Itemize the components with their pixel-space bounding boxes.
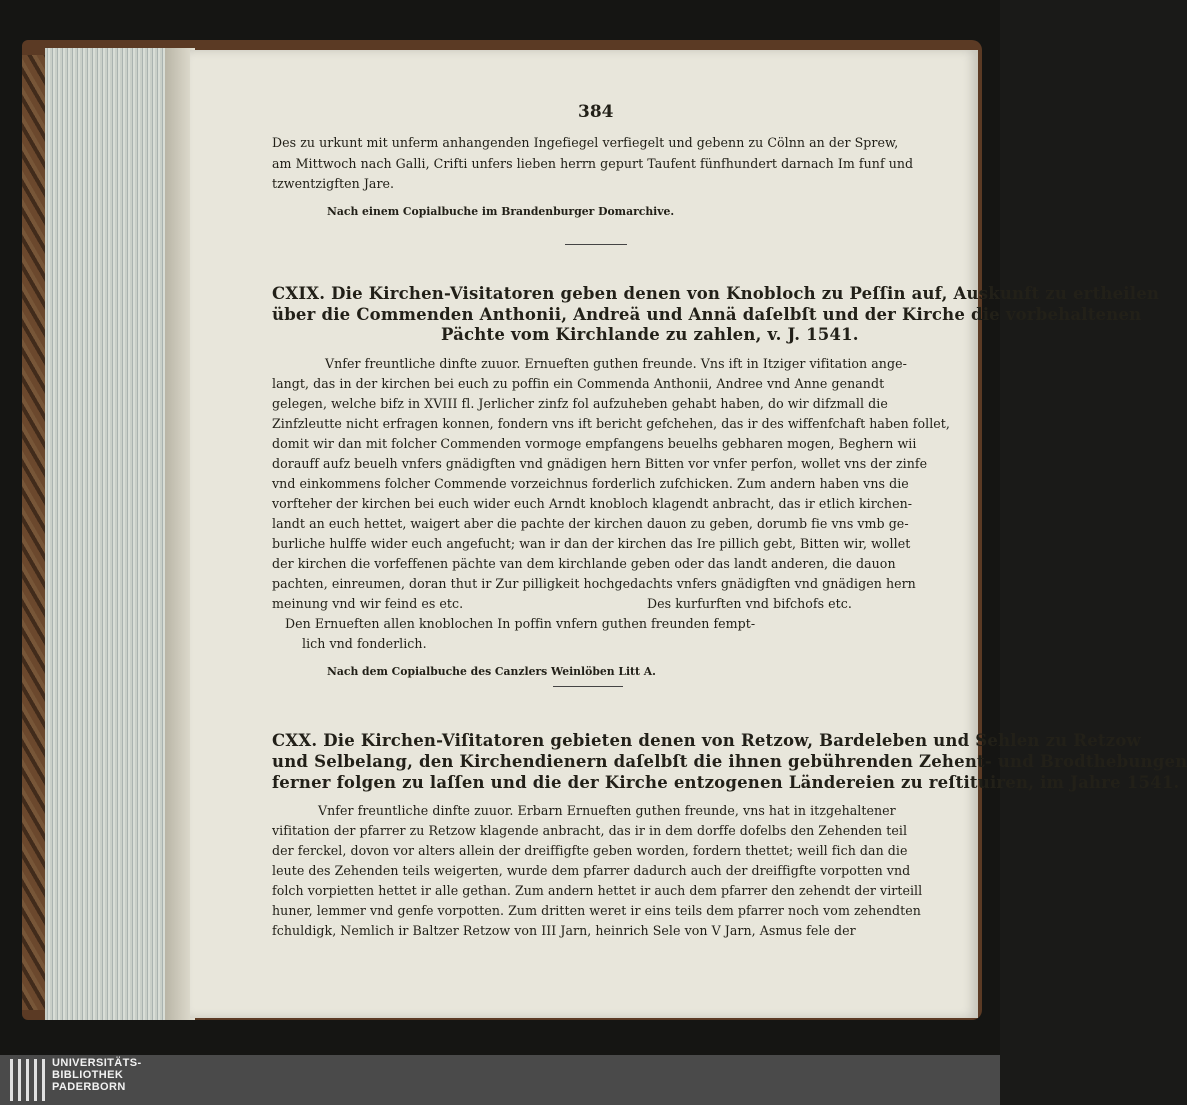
library-footer — [0, 1055, 1000, 1105]
top-paragraph-line: am Mittwoch nach Galli, Crifti unfers lieben herrn gepurt Taufent fünfhundert darnach Im funf und — [272, 156, 914, 171]
body-line: vifitation der pfarrer zu Retzow klagende anbracht, das ir in dem dorffe dofelbs den Zehenden teil — [272, 823, 908, 838]
page-number: 384 — [578, 102, 614, 122]
body-line: burliche hulffe wider euch angefucht; wan ir dan der kirchen das Ire pillich gebt, Bitten wir, wollet — [272, 536, 911, 551]
top-paragraph-line: tzwentzigften Jare. — [272, 176, 395, 191]
source-note: Nach dem Copialbuche des Canzlers Weinlöben Litt A. — [327, 665, 656, 678]
section-heading-line: Pächte vom Kirchlande zu zahlen, v. J. 1541. — [441, 325, 859, 344]
body-line: dorauff aufz beuelh vnfers gnädigften vnd gnädigen hern Bitten vor vnfer perfon, wollet vns der zinfe — [272, 456, 928, 471]
library-logo-text: PADERBORN — [52, 1081, 126, 1093]
section-heading-line: und Selbelang, den Kirchendienern daſelbſt die ihnen gebührenden Zehent- und Brodthebungen — [272, 752, 1187, 771]
section-heading-line: über die Commenden Anthonii, Andreä und Annä daſelbſt und der Kirche die vorbehaltenen — [272, 305, 1142, 324]
library-logo-text: BIBLIOTHEK — [52, 1069, 124, 1081]
page-edges — [45, 48, 170, 1020]
body-line: vnd einkommens folcher Commende vorzeichnus forderlich zufchicken. Zum andern haben vns die — [272, 476, 909, 491]
body-line: folch vorpietten hettet ir alle gethan. Zum andern hettet ir auch dem pfarrer den zehendt der virteill — [272, 883, 923, 898]
address-line: lich vnd fonderlich. — [302, 636, 427, 651]
body-line: meinung vnd wir feind es etc. — [272, 596, 464, 611]
section-heading-line: CXIX. Die Kirchen-Visitatoren geben denen von Knobloch zu Peſſin auf, Auskunft zu ertheilen — [272, 284, 1160, 303]
body-line: der ferckel, dovon vor alters allein der dreiffigfte geben worden, fordern thettet; weill fich dan die — [272, 843, 908, 858]
body-line: gelegen, welche bifz in XVIII fl. Jerlicher zinfz fol aufzuheben gehabt haben, do wir difzmall die — [272, 396, 888, 411]
signature-line: Des kurfurften vnd bifchofs etc. — [647, 596, 852, 611]
body-line: langt, das in der kirchen bei euch zu poffin ein Commenda Anthonii, Andree vnd Anne genandt — [272, 376, 885, 391]
body-line: der kirchen die vorfeffenen pächte van dem kirchlande geben oder das landt anderen, die dauon — [272, 556, 896, 571]
body-line: Vnfer freuntliche dinfte zuuor. Erbarn Ernueften guthen freunde, vns hat in itzgehaltener — [318, 803, 896, 818]
body-line: Zinfzleutte nicht erfragen konnen, fondern vns ift bericht gefchehen, das ir des wiffenfchaft haben follet, — [272, 416, 950, 431]
top-paragraph-line: Des zu urkunt mit unferm anhangenden Ingefiegel verfiegelt und gebenn zu Cölnn an der Sprew, — [272, 135, 899, 150]
library-logo-text: UNIVERSITÄTS- — [52, 1057, 142, 1069]
library-logo-icon — [6, 1059, 46, 1101]
body-line: landt an euch hettet, waigert aber die pachte der kirchen dauon zu geben, dorumb fie vns vmb ge- — [272, 516, 909, 531]
section-divider — [565, 244, 627, 245]
body-line: leute des Zehenden teils weigerten, wurde dem pfarrer dadurch auch der dreiffigfte vorpotten vnd — [272, 863, 911, 878]
body-line: Vnfer freuntliche dinfte zuuor. Ernueften guthen freunde. Vns ift in Itziger vifitation ange- — [325, 356, 907, 371]
source-note: Nach einem Copialbuche im Brandenburger Domarchive. — [327, 205, 675, 218]
section-divider — [553, 686, 623, 687]
body-line: fchuldigk, Nemlich ir Baltzer Retzow von III Jarn, heinrich Sele von V Jarn, Asmus fele der — [272, 923, 856, 938]
body-line: vorfteher der kirchen bei euch wider euch Arndt knobloch klagendt anbracht, das ir etlich kirchen- — [272, 496, 913, 511]
section-heading-line: ferner folgen zu laſſen und die der Kirche entzogenen Ländereien zu reſtituiren, im Jahre 1541. — [272, 773, 1180, 792]
body-line: domit wir dan mit folcher Commenden vormoge empfangens beuelhs gebharen mogen, Beghern wii — [272, 436, 917, 451]
body-line: pachten, einreumen, doran thut ir Zur pilligkeit hochgedachts vnfers gnädigften vnd gnädigen hern — [272, 576, 916, 591]
body-line: huner, lemmer vnd genfe vorpotten. Zum dritten weret ir eins teils dem pfarrer noch vom zehendten — [272, 903, 921, 918]
address-line: Den Ernueften allen knoblochen In poffin vnfern guthen freunden fempt- — [285, 616, 756, 631]
section-heading-line: CXX. Die Kirchen-Viſitatoren gebieten denen von Retzow, Bardeleben und Sehlen zu Retzow — [272, 731, 1141, 750]
